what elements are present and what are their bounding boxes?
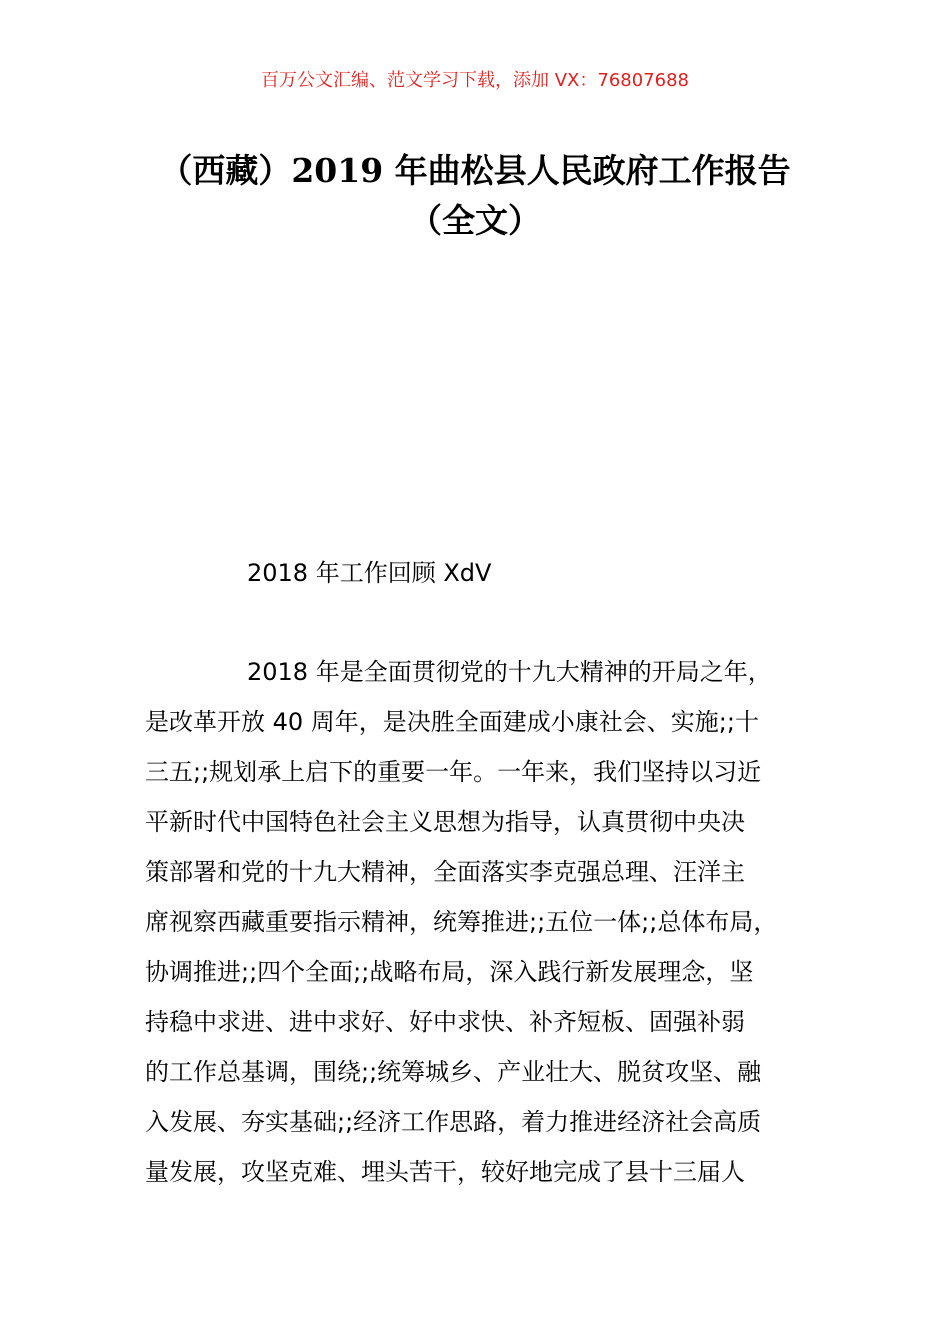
paragraph-line: 是改革开放 40 周年，是决胜全面建成小康社会、实施;;十 — [145, 708, 759, 736]
paragraph-line: 协调推进;;四个全面;;战略布局，深入践行新发展理念，坚 — [145, 958, 754, 986]
paragraph-line: 的工作总基调，围绕;;统筹城乡、产业壮大、脱贫攻坚、融 — [145, 1058, 762, 1086]
paragraph-line: 2018 年是全面贯彻党的十九大精神的开局之年， — [247, 658, 772, 686]
paragraph-line: 持稳中求进、进中求好、好中求快、补齐短板、固强补弱 — [145, 1008, 745, 1036]
paragraph-line: 策部署和党的十九大精神，全面落实李克强总理、汪洋主 — [145, 858, 745, 886]
paragraph-line: 三五;;规划承上启下的重要一年。一年来，我们坚持以习近 — [145, 758, 762, 786]
document-title-line-2: （全文） — [409, 201, 541, 240]
paragraph-line: 入发展、夯实基础;;经济工作思路，着力推进经济社会高质 — [145, 1108, 762, 1136]
paragraph-line: 量发展，攻坚克难、埋头苦干，较好地完成了县十三届人 — [145, 1158, 745, 1186]
section-heading: 2018 年工作回顾 XdV — [247, 559, 492, 587]
paragraph-line: 平新时代中国特色社会主义思想为指导，认真贯彻中央决 — [145, 808, 745, 836]
document-title-line-1: （西藏）2019 年曲松县人民政府工作报告 — [159, 151, 791, 190]
watermark-header: 百万公文汇编、范文学习下载，添加 VX：76807688 — [261, 70, 689, 91]
paragraph-line: 席视察西藏重要指示精神，统筹推进;;五位一体;;总体布局， — [145, 908, 778, 936]
